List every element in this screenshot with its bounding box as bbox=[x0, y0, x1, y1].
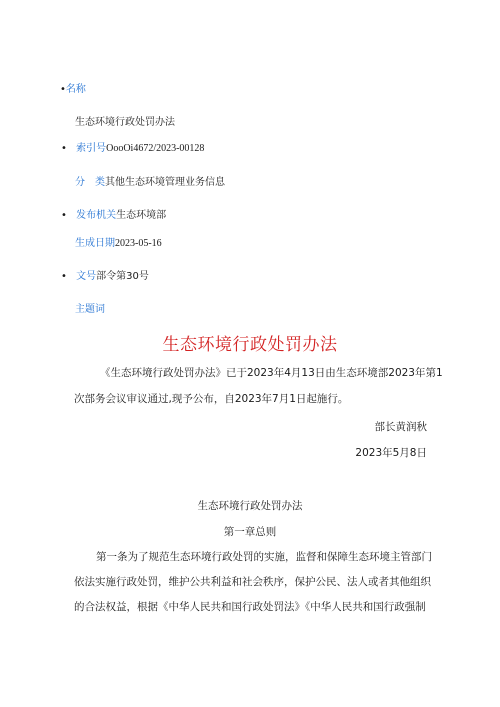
meta-docno-label: 文号 bbox=[76, 271, 97, 282]
meta-docno-value: 部令第30号 bbox=[96, 271, 149, 282]
meta-name-label: 名称 bbox=[65, 84, 86, 95]
bullet-dot: • bbox=[61, 210, 67, 221]
body-heading: 生态环境行政处罚办法 bbox=[197, 500, 303, 512]
meta-category-row bbox=[75, 173, 225, 188]
meta-name-row bbox=[60, 80, 86, 95]
meta-category-label: 分 类 bbox=[75, 177, 105, 188]
article1-line-3: 的合法权益，根据《中华人民共和国行政处罚法》《中华人民共和国行政强制 bbox=[74, 601, 426, 613]
signer: 部长黄润秋 bbox=[374, 421, 427, 433]
meta-date-label: 生成日期 bbox=[75, 238, 115, 249]
meta-index-row bbox=[61, 139, 204, 154]
meta-date-row bbox=[75, 234, 162, 249]
intro-line-2: 次部务会议审议通过,现予公布，自2023年7月1日起施行。 bbox=[74, 393, 349, 405]
sign-date: 2023年5月8日 bbox=[355, 447, 427, 459]
bullet-dot: • bbox=[61, 271, 67, 282]
meta-index-value: OooOi4672/2023-00128 bbox=[106, 143, 205, 154]
meta-keywords-label: 主题词 bbox=[75, 304, 105, 315]
bullet-dot: • bbox=[60, 84, 66, 95]
meta-name-value: 生态环境行政处罚办法 bbox=[75, 117, 175, 128]
meta-issuer-row bbox=[61, 206, 166, 221]
article1-line-1: 第一条为了规范生态环境行政处罚的实施，监督和保障生态环境主管部门 bbox=[96, 551, 432, 563]
chapter-heading: 第一章总则 bbox=[223, 526, 277, 538]
meta-issuer-value: 生态环境部 bbox=[116, 210, 167, 221]
meta-index-label: 索引号 bbox=[76, 143, 107, 154]
meta-category-value: 其他生态环境管理业务信息 bbox=[105, 177, 225, 188]
bullet-dot: • bbox=[61, 143, 67, 154]
document-title: 生态环境行政处罚办法 bbox=[162, 335, 338, 355]
meta-docno-row bbox=[61, 267, 149, 282]
meta-date-value: 2023-05-16 bbox=[115, 238, 162, 249]
meta-issuer-label: 发布机关 bbox=[76, 210, 117, 221]
article1-line-2: 依法实施行政处罚，维护公共利益和社会秩序，保护公民、法人或者其他组织 bbox=[74, 576, 431, 588]
intro-line-1: 《生态环境行政处罚办法》已于2023年4月13日由生态环境部2023年第1 bbox=[100, 367, 443, 379]
